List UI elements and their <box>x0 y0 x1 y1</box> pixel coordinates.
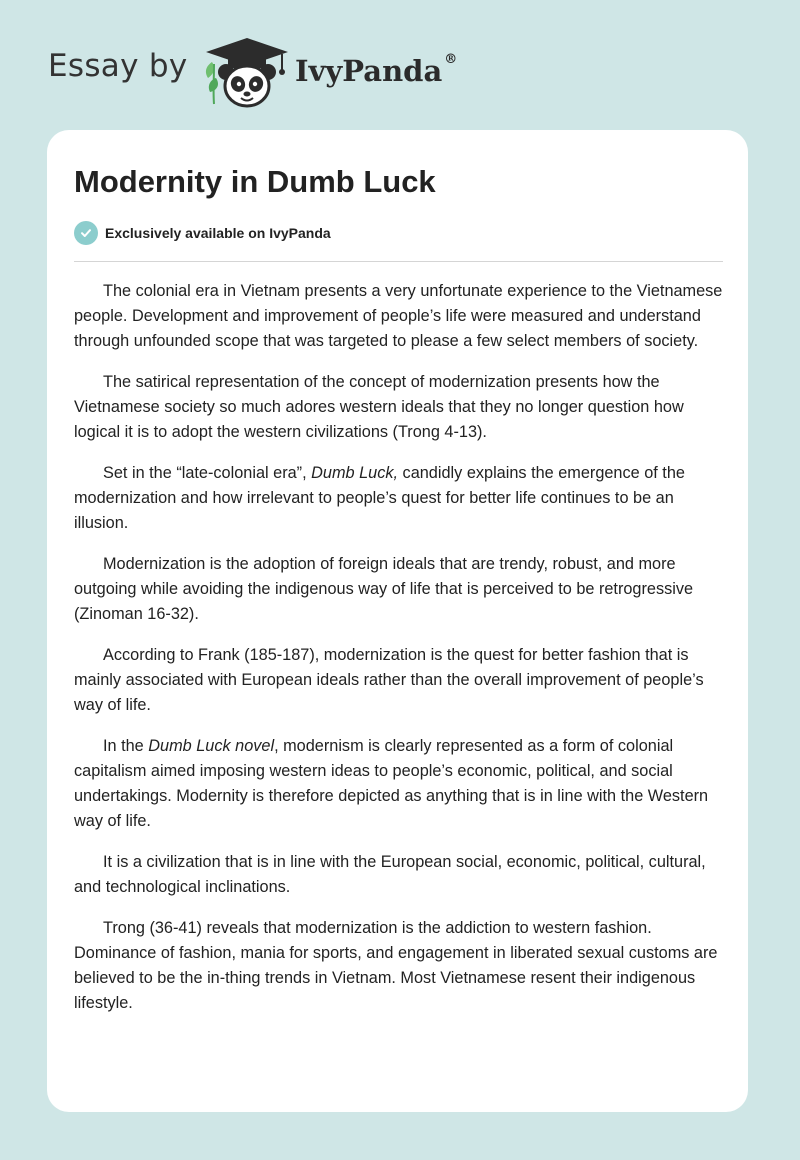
text-run: Set in the “late-colonial era”, <box>103 464 312 482</box>
paragraph <box>74 279 730 354</box>
page-title: Modernity in Dumb Luck <box>74 164 436 199</box>
divider <box>74 261 723 262</box>
paragraph <box>74 850 730 900</box>
paragraph <box>74 552 730 627</box>
italic-text: Dumb Luck, <box>311 464 399 482</box>
essay-body <box>74 279 730 1032</box>
essay-card <box>47 130 748 1112</box>
text-run: According to Frank (185-187), modernization is the quest for better fashion that is mainly associated with European ideals rather than the overall improvement of people’s way of life. <box>74 646 704 714</box>
text-run: Modernization is the adoption of foreign ideals that are trendy, robust, and more outgoing while avoiding the indigenous way of life that is perceived to be retrogressive (Zinoman 16-32). <box>74 555 694 623</box>
badge-text: Exclusively available on IvyPanda <box>105 225 331 241</box>
text-run: candidly explains the emergence of the modernization and how irrelevant to people’s quest for better life continues to be an illusion. <box>74 464 685 532</box>
brand-name[interactable]: IvyPanda ® <box>295 52 458 88</box>
paragraph <box>74 916 730 1016</box>
panda-graduate-logo-icon[interactable] <box>202 34 292 110</box>
text-run: The satirical representation of the concept of modernization presents how the Vietnamese society so much adores western ideals that they no longer question how logical it is to adopt the western civilizations (Trong 4-13). <box>74 373 684 441</box>
text-run: , modernism is clearly represented as a form of colonial capitalism aimed imposing western ideas to people’s economic, political, and social undertakings. Modernity is therefore depicted as anything that is in line with the Western way of life. <box>74 737 709 830</box>
paragraph <box>74 643 730 718</box>
site-header <box>48 30 488 110</box>
essay-by-label: Essay by <box>48 48 188 84</box>
text-run: It is a civilization that is in line with the European social, economic, political, cultural, and technological inclinations. <box>74 853 706 896</box>
italic-text: Dumb Luck novel <box>148 737 275 755</box>
paragraph <box>74 461 730 536</box>
paragraph <box>74 734 730 834</box>
text-run: Trong (36-41) reveals that modernization is the addiction to western fashion. Dominance of fashion, mania for sports, and engagement in liberated sexual customs are believed to be the in-thing trends in Vietnam. Most Vietnamese resent their indigenous lifestyle. <box>74 919 718 1012</box>
paragraph <box>74 370 730 445</box>
text-run: The colonial era in Vietnam presents a very unfortunate experience to the Vietnamese people. Development and improvement of people’s life were measured and understand through unfounded scope that was targeted to please a few select members of society. <box>74 282 723 350</box>
check-circle-icon <box>74 221 98 245</box>
exclusive-badge <box>74 221 331 245</box>
text-run: In the <box>103 737 149 755</box>
registered-mark: ® <box>444 52 458 67</box>
